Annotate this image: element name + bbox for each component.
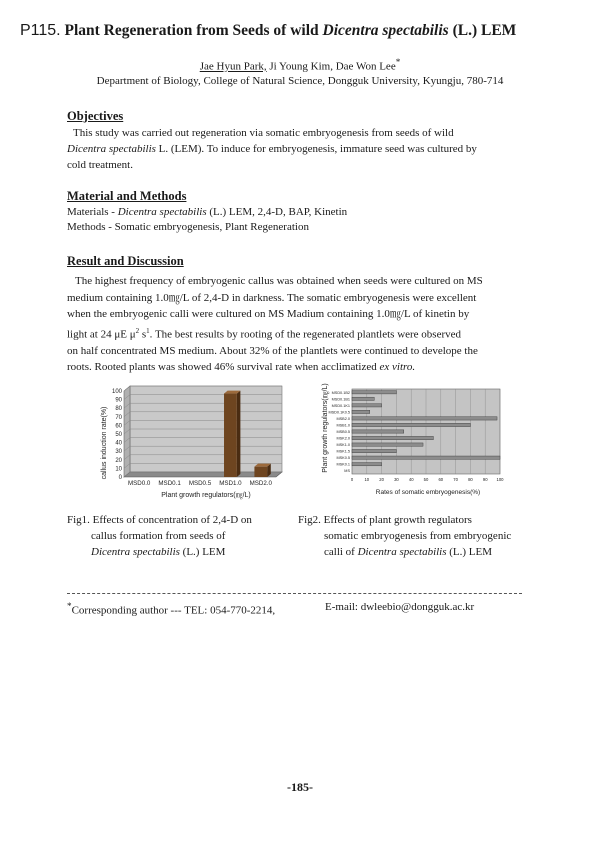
figure-2-bar (352, 404, 382, 407)
figure-2-category-label: MSD0.1K0.5 (328, 410, 350, 415)
figure-2-bar (352, 397, 374, 400)
figure-2-x-tick-label: 40 (408, 477, 414, 482)
figure-1-x-tick-label: MSD0.0 (128, 480, 151, 487)
figure-2-bar (352, 449, 396, 452)
figure-1-y-tick-label: 90 (115, 397, 122, 404)
figure-1-y-tick-label: 10 (115, 466, 122, 473)
figure-2-category-label: MSB2.0 (336, 416, 350, 421)
figure-2-x-axis-label: Rates of somatic embryogenesis(%) (375, 489, 481, 496)
light-unit-sup2: 1 (146, 326, 150, 335)
figure-1-gridlines (124, 386, 282, 477)
results-line-3: when the embryogenic calli were cultured on MS Madium containing 1.0㎎/L of kinetin by (67, 308, 470, 320)
title-post: (L.) LEM (448, 22, 517, 39)
materials-rest: (L.) LEM, 2,4-D, BAP, Kinetin (206, 206, 348, 218)
objectives-line-1: This study was carried out regeneration via somatic embryogenesis from seeds of wild (73, 127, 454, 139)
fig2-caption-pre: calli of (324, 546, 358, 558)
objectives-line-2 (67, 141, 527, 157)
fig1-caption-species: Dicentra spectabilis (91, 546, 180, 558)
results-text (67, 273, 527, 376)
figure-1-x-tick-label: MSD0.5 (188, 480, 212, 487)
figure-2-caption (298, 512, 511, 560)
results-line-5: on half concentrated MS medium. About 32% of the plantlets were continued to develope the (67, 344, 478, 357)
figure-2-category-label: MSK0.1 (336, 462, 350, 467)
figure-2-category-label: MSD0.1B1 (331, 397, 350, 402)
figure-2-category-label: MSK1.0 (336, 443, 350, 448)
figure-2-bar (352, 436, 433, 439)
fig1-caption-line-1: Fig1. Effects of concentration of 2,4-D on (67, 514, 252, 526)
first-author: Jae Hyun Park, (199, 60, 267, 73)
figure-1-caption (67, 512, 252, 560)
affiliation: Department of Biology, College of Natural Science, Dongguk University, Kyungju, 780-714 (96, 75, 504, 87)
figure-1-y-tick-label: 80 (115, 406, 122, 413)
figure-2-categories (328, 391, 350, 473)
footer-divider (67, 593, 522, 594)
figure-1-y-tick-label: 50 (115, 432, 122, 438)
figure-1-y-tick-label: 30 (115, 449, 122, 456)
page-number: -185- (287, 780, 313, 794)
results-heading: Result and Discussion (67, 254, 184, 268)
results-line-6-text: roots. Rooted plants was showed 46% survival rate when acclimatized (67, 361, 380, 374)
figure-1-bar (254, 467, 267, 477)
figure-2-x-tick-label: 10 (364, 477, 370, 482)
figure-2-x-tick-label: 80 (468, 477, 473, 482)
fig2-caption-rest: (L.) LEM (446, 546, 493, 558)
contact-email: E-mail: dwleebio@dongguk.ac.kr (325, 601, 475, 613)
figure-1-x-tick-label: MSD0.1 (158, 480, 181, 487)
figure-1-x-axis-label: Plant growth regulators(㎎/L) (161, 492, 251, 499)
results-line-4 (67, 323, 527, 343)
footer-mark: * (67, 601, 72, 611)
figure-2-x-tick-label: 70 (453, 477, 458, 482)
poster-id: P115. (20, 22, 61, 39)
figure-2-bar (352, 423, 470, 426)
figure-1-x-tick-label: MSD2.0 (249, 480, 272, 487)
figure-2-bar (352, 456, 500, 459)
figure-2-x-tick-label: 30 (394, 477, 399, 482)
light-unit-b: s (139, 328, 147, 341)
figure-1-y-tick-label: 20 (115, 457, 122, 464)
objectives-line-2-rest: L. (LEM). To induce for embryogenesis, immature seed was cultured by (155, 143, 477, 155)
figure-1-y-tick-label: 100 (111, 389, 122, 395)
author-list (0, 57, 600, 73)
results-line-2: medium containing 1.0㎎/L of 2,4-D in darkness. The somatic embryogenesis were excellent (67, 291, 477, 304)
results-line-4-rest: . The best results by rooting of the regenerated plantlets were observed (149, 328, 462, 341)
results-line-6 (67, 359, 527, 376)
figure-2-category-label: MSD0.1K1 (331, 403, 350, 408)
materials-species: Dicentra spectabilis (117, 206, 207, 218)
objectives-heading: Objectives (67, 109, 124, 123)
figure-2-category-label: MS (344, 469, 350, 474)
figure-2-category-label: MSB0.5 (336, 430, 350, 434)
figure-1-x-tick-label: MSD1.0 (219, 480, 242, 487)
figure-2-x-tick-label: 90 (482, 477, 488, 482)
ex-vitro-term: ex vitro. (379, 361, 416, 374)
figure-2-x-tick-label: 20 (379, 477, 384, 482)
figure-1-y-axis-label: callus induction rate(%) (101, 406, 108, 480)
light-unit-sup1: 2 (135, 326, 140, 335)
figure-1-y-tick-label: 60 (115, 423, 122, 430)
figure-1-y-tick-label: 40 (115, 440, 122, 447)
objectives-species: Dicentra spectabilis (67, 143, 156, 155)
figure-2-chart (318, 383, 514, 500)
figure-2-x-tick-label: 50 (423, 477, 429, 482)
figure-2-category-label: MSD0.1B2 (331, 390, 350, 395)
fig1-caption-rest: (L.) LEM (179, 546, 226, 558)
figure-2-y-axis-label: Plant growth regulators(㎎/L) (322, 383, 329, 473)
fig2-caption-line-2: somatic embryogenesis from embryogenic (324, 530, 512, 542)
fig2-caption-line-1: Fig2. Effects of plant growth regulators (298, 514, 472, 526)
fig2-caption-species: Dicentra spectabilis (357, 546, 447, 558)
figure-1-chart (94, 383, 290, 500)
figure-2-category-label: MSK1.5 (336, 449, 350, 454)
figure-2-bar (352, 430, 404, 433)
corresponding-mark: * (395, 57, 401, 67)
figure-2-x-ticks (351, 477, 504, 482)
objectives-line-3: cold treatment. (67, 159, 133, 171)
light-unit-a: light at 24 μE μ (67, 328, 136, 341)
figure-2-bar (352, 463, 382, 466)
title-pre: Plant Regeneration from Seeds of wild (64, 22, 323, 39)
materials-line (67, 206, 347, 218)
fig2-caption-line-3 (298, 544, 511, 560)
methods-heading: Material and Methods (67, 189, 187, 203)
corresponding-author (67, 601, 275, 617)
fig1-caption-line-2: callus formation from seeds of (91, 530, 226, 542)
figure-2-x-tick-label: 60 (438, 477, 444, 482)
figure-2-x-tick-label: 0 (350, 477, 354, 482)
fig1-caption-line-3 (67, 544, 252, 560)
figure-2-bar (352, 417, 497, 420)
figure-1-y-ticks (112, 389, 123, 481)
materials-prefix: Materials - (67, 206, 118, 218)
figure-2-x-tick-label: 100 (496, 477, 504, 482)
title-text (65, 22, 517, 39)
corresponding-text: Corresponding author --- TEL: 054-770-2214, (71, 604, 276, 617)
figure-1-y-tick-label: 0 (118, 475, 122, 481)
other-authors: Ji Young Kim, Dae Won Lee (269, 60, 396, 73)
figure-2-category-label: MSK0.5 (336, 456, 350, 461)
figure-2-bar (352, 391, 396, 394)
figure-1-x-ticks (128, 480, 273, 487)
figure-2-category-label: MSK2.0 (336, 436, 350, 441)
figure-2-bar (352, 410, 370, 413)
results-line-1: The highest frequency of embryogenic callus was obtained when seeds were cultured on MS (75, 275, 483, 287)
objectives-text (67, 125, 527, 173)
figure-2-category-label: MSB1.0 (336, 423, 350, 428)
poster-title (20, 22, 516, 40)
figure-2-bar (352, 443, 423, 446)
methods-line: Methods - Somatic embryogenesis, Plant Regeneration (67, 221, 309, 233)
title-species: Dicentra spectabilis (322, 22, 449, 39)
figure-1-bar-side (237, 391, 241, 477)
figure-1-bar (224, 394, 237, 477)
figure-1-y-tick-label: 70 (115, 414, 122, 421)
